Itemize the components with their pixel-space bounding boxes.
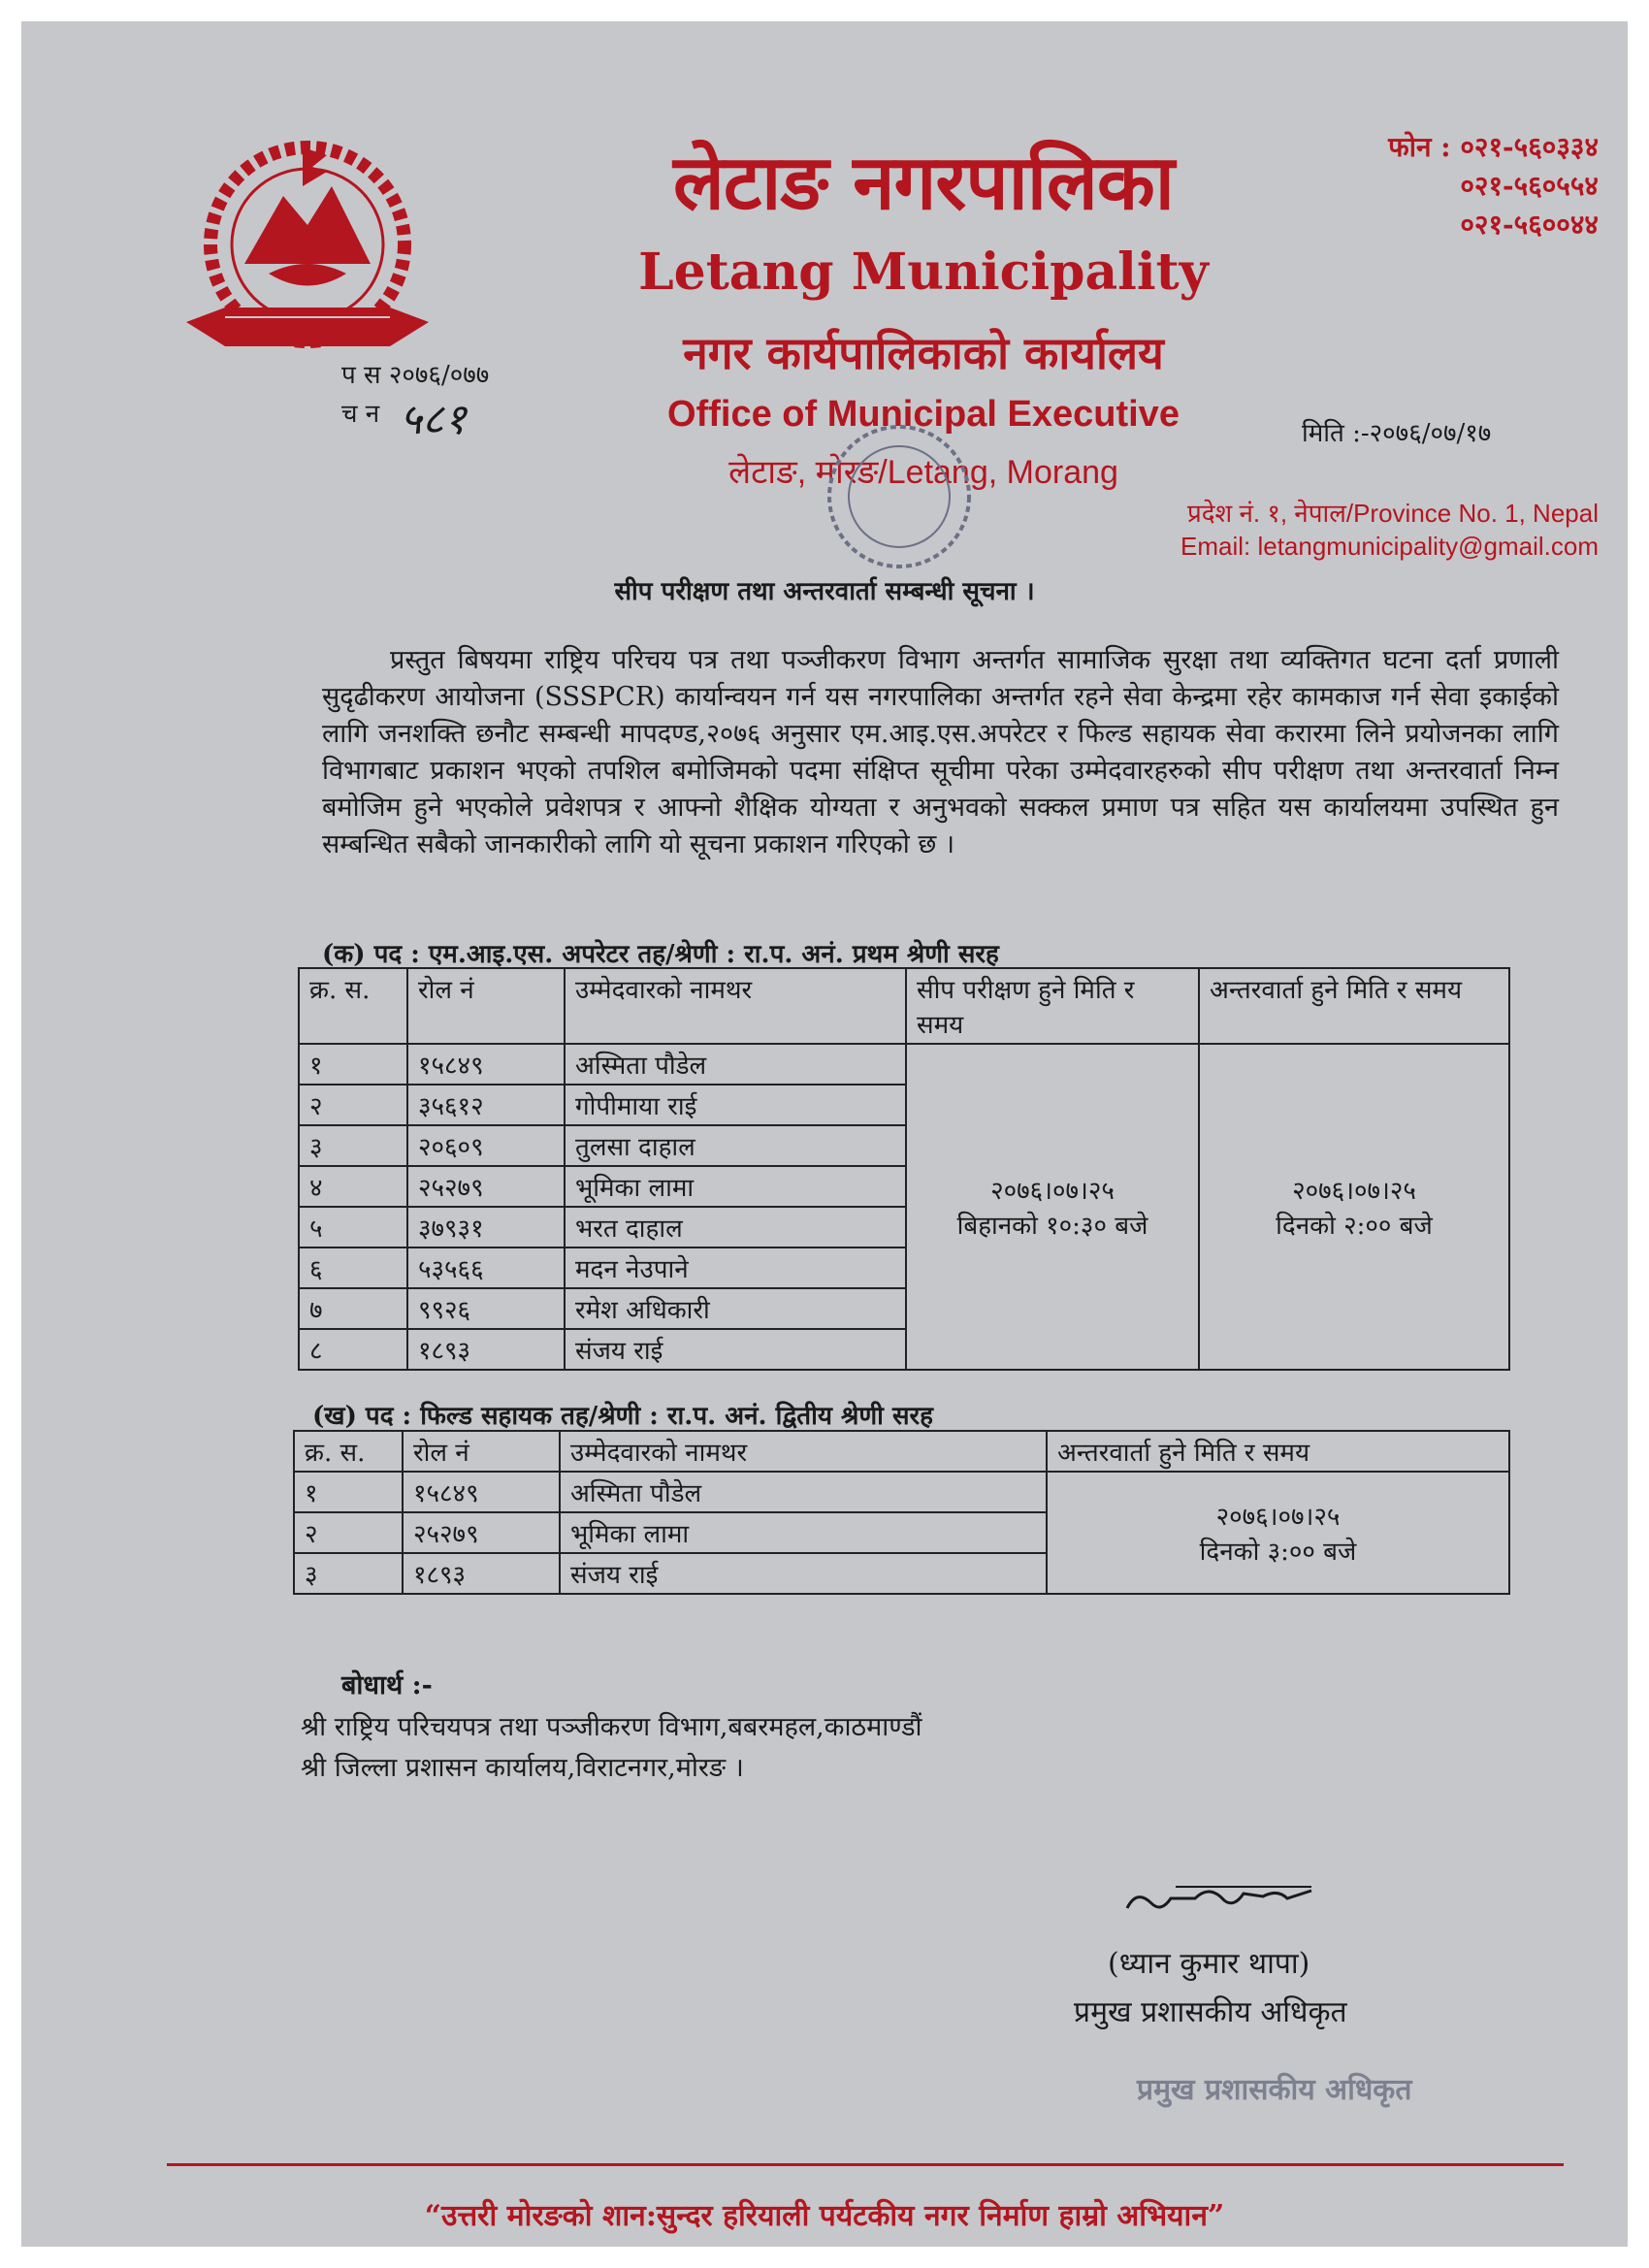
cell-sn: ६ [299,1247,407,1288]
cell-name: संजय राई [560,1553,1047,1594]
cell-name: संजय राई [565,1329,906,1370]
cell-roll: ३७९३१ [407,1207,565,1247]
phone-3: ०२१-५६००४४ [1460,209,1599,241]
phone-1: फोन : ०२१-५६०३३४ [1388,131,1599,163]
cell-sn: १ [294,1472,403,1512]
phone-2: ०२१-५६०५५४ [1460,170,1599,202]
cell-name: मदन नेउपाने [565,1247,906,1288]
cell-sn: ४ [299,1166,407,1207]
cc-line-2: श्री जिल्ला प्रशासन कार्यालय,विराटनगर,मोरङ । [301,1753,744,1783]
cell-roll: १५८४९ [403,1472,560,1512]
cell-sn: ७ [299,1288,407,1329]
cc-label: बोधार्थ :- [341,1670,433,1701]
table-row [294,1472,1509,1512]
cell-name: रमेश अधिकारी [565,1288,906,1329]
cell-name: अस्मिता पौडेल [565,1044,906,1085]
col-sn: क्र. स. [294,1431,403,1472]
col-skill-date: सीप परीक्षण हुने मिति र समय [906,968,1199,1044]
cell-roll: १८९३ [403,1553,560,1594]
interview-time: दिनको २:०० बजे [1276,1212,1433,1241]
reference-cn-handwritten: ५८१ [400,395,467,444]
table-header-row [299,968,1509,1044]
cell-name: भूमिका लामा [560,1512,1047,1553]
document-page [21,21,1628,2247]
cell-roll: १८९३ [407,1329,565,1370]
notice-body: प्रस्तुत बिषयमा राष्ट्रिय परिचय पत्र तथा पञ्जीकरण विभाग अन्तर्गत सामाजिक सुरक्षा तथा व्यक्तिगत घटना दर्ता प्रणाली सुदृढीकरण आयोजना (SSSPCR) कार्यान्वयन गर्न यस नगरपालिका अन्तर्गत रहने सेवा केन्द्रमा रहेर कामकाज गर्न सेवा इकाईको लागि जनशक्ति छनौट सम्बन्धी मापदण्ड,२०७६ अनुसार एम.आइ.एस.अपरेटर र फिल्ड सहायक सेवा करारमा लिने प्रयोजनका लागि विभागबाट प्रकाशन भएको तपशिल बमोजिमको पदमा संक्षिप्त सूचीमा परेका उम्मेदवारहरुको सीप परीक्षण तथा अन्तरवार्ता निम्न बमोजिम हुने भएकोले प्रवेशपत्र र आफ्नो शैक्षिक योग्यता र अनुभवको सक्कल प्रमाण पत्र सहित यस कार्यालयमा उपस्थित हुन सम्बन्धित सबैको जानकारीको लागि यो सूचना प्रकाशन गरिएको छ । [322,645,1559,859]
cc-line-1: श्री राष्ट्रिय परिचयपत्र तथा पञ्जीकरण विभाग,बबरमहल,काठमाण्डौं [301,1712,922,1742]
interview-datetime [1199,1044,1509,1370]
office-round-stamp [817,414,982,579]
cell-name: तुलसा दाहाल [565,1125,906,1166]
footer-slogan: “उत्तरी मोरङको शान:सुन्दर हरियाली पर्यटकीय नगर निर्माण हाम्रो अभियान” [424,2199,1225,2233]
reference-ps: प स २०७६/०७७ [341,361,490,390]
section-b-table [293,1430,1510,1595]
document-date: मिति :-२०७६/०७/१७ [1302,419,1492,448]
col-name: उम्मेदवारको नामथर [560,1431,1047,1472]
interview-date: २०७६।०७।२५ [1292,1177,1416,1206]
cell-sn: २ [299,1085,407,1125]
cell-sn: ३ [299,1125,407,1166]
col-sn: क्र. स. [299,968,407,1044]
section-a-heading: (क) पद : एम.आइ.एस. अपरेटर तह/श्रेणी : रा.प. अनं. प्रथम श्रेणी सरह [322,940,999,969]
office-address: लेटाङ, मोरङ/Letang, Morang [728,454,1118,491]
notice-subject: सीप परीक्षण तथा अन्तरवार्ता सम्बन्धी सूचना । [614,577,1035,606]
cell-sn: ५ [299,1207,407,1247]
interview-time: दिनको ३:०० बजे [1199,1538,1357,1567]
section-a-table [298,967,1510,1371]
skill-test-date: २०७६।०७।२५ [990,1177,1115,1206]
table-header-row [294,1431,1509,1472]
province-line: प्रदेश नं. १, नेपाल/Province No. 1, Nepal [1186,499,1599,528]
col-roll: रोल नं [403,1431,560,1472]
office-title-en: Office of Municipal Executive [667,394,1180,435]
cell-roll: २०६०९ [407,1125,565,1166]
cell-sn: ८ [299,1329,407,1370]
designation-stamp: प्रमुख प्रशासकीय अधिकृत [1137,2073,1412,2107]
cell-roll: २५२७९ [403,1512,560,1553]
footer-divider [167,2163,1564,2166]
cell-sn: २ [294,1512,403,1553]
signatory-name: (ध्यान कुमार थापा) [1108,1947,1310,1981]
cell-roll: ३५६१२ [407,1085,565,1125]
cell-name: अस्मिता पौडेल [560,1472,1047,1512]
email-line: Email: letangmunicipality@gmail.com [1180,532,1599,561]
handwritten-signature [1117,1869,1331,1928]
interview-date: २०७६।०७।२५ [1215,1503,1341,1532]
section-b-heading: (ख) पद : फिल्ड सहायक तह/श्रेणी : रा.प. अनं. द्वितीय श्रेणी सरह [312,1402,933,1431]
cell-sn: ३ [294,1553,403,1594]
municipality-title-np: लेटाङ नगरपालिका [672,139,1175,227]
cell-sn: १ [299,1044,407,1085]
cell-name: भूमिका लामा [565,1166,906,1207]
skill-test-time: बिहानको १०:३० बजे [956,1212,1148,1241]
col-roll: रोल नं [407,968,565,1044]
cell-roll: १५८४९ [407,1044,565,1085]
col-name: उम्मेदवारको नामथर [565,968,906,1044]
reference-cn-label: च न [341,400,380,429]
interview-datetime [1047,1472,1509,1594]
col-interview-date: अन्तरवार्ता हुने मिति र समय [1047,1431,1509,1472]
skill-test-datetime [906,1044,1199,1370]
municipality-title-en: Letang Municipality [638,243,1209,302]
table-row [299,1044,1509,1085]
office-title-np: नगर कार्यपालिकाको कार्यालय [683,327,1164,379]
nepal-emblem-logo [167,128,448,371]
col-interview-date: अन्तरवार्ता हुने मिति र समय [1199,968,1509,1044]
cell-name: गोपीमाया राई [565,1085,906,1125]
cell-roll: ५३५६६ [407,1247,565,1288]
cell-roll: २५२७९ [407,1166,565,1207]
cell-roll: ९९२६ [407,1288,565,1329]
signatory-title: प्रमुख प्रशासकीय अधिकृत [1074,1995,1347,2029]
cell-name: भरत दाहाल [565,1207,906,1247]
